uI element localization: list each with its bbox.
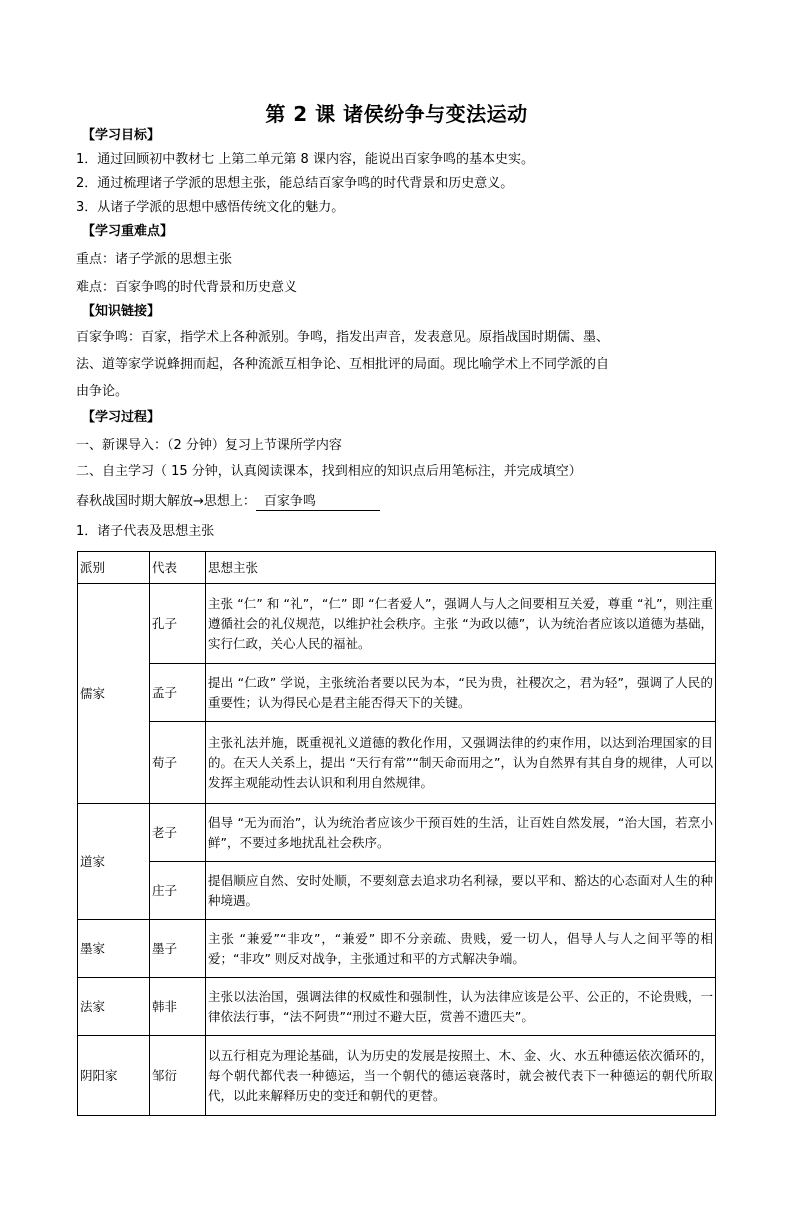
table-row xyxy=(78,804,716,862)
school-cell: 法家 xyxy=(78,978,150,1036)
fill-prefix: 春秋战国时期大解放→思想上： xyxy=(76,494,256,509)
difficult-point: 难点：百家争鸣的时代背景和历史意义 xyxy=(76,280,298,295)
idea-cell: 以五行相克为理论基础，认为历史的发展是按照土、木、金、火、水五种德运依次循环的，每个朝代都代表一种德运，当一个朝代的德运衰落时，就会被代表下一种德运的朝代所取代，以此来解释历史的变迁和朝代的更替。 xyxy=(206,1036,716,1116)
goal-item: 2．通过梳理诸子学派的思想主张，能总结百家争鸣的时代背景和历史意义。 xyxy=(76,176,514,191)
link-line: 由争论。 xyxy=(76,384,129,399)
header-school: 派别 xyxy=(78,552,150,584)
step-self-study: 二、自主学习（ 15 分钟，认真阅读课本，找到相应的知识点后用笔标注，并完成填空） xyxy=(76,464,582,479)
table-row xyxy=(78,978,716,1036)
idea-cell: 倡导 “无为而治”，认为统治者应该少干预百姓的生活，让百姓自然发展，“治大国，若烹小鲜”，不要过多地扰乱社会秩序。 xyxy=(206,804,716,862)
step-intro: 一、新课导入：（2 分钟）复习上节课所学内容 xyxy=(76,438,342,453)
school-cell: 阴阳家 xyxy=(78,1036,150,1116)
idea-cell: 主张 “兼爱”“非攻”，“兼爱” 即不分亲疏、贵贱，爱一切人，倡导人与人之间平等的相爱；“非攻” 则反对战争，主张通过和平的方式解决争端。 xyxy=(206,920,716,978)
table-caption: 1．诸子代表及思想主张 xyxy=(76,524,215,539)
person-cell: 孟子 xyxy=(150,664,206,722)
header-person: 代表 xyxy=(150,552,206,584)
idea-cell: 提出 “仁政” 学说，主张统治者要以民为本，“民为贵，社稷次之，君为轻”，强调了人民的重要性；认为得民心是君主能否得天下的关键。 xyxy=(206,664,716,722)
goal-item: 3．从诸子学派的思想中感悟传统文化的魅力。 xyxy=(76,200,345,215)
goals-header: 【学习目标】 xyxy=(82,128,161,143)
idea-cell: 主张以法治国，强调法律的权威性和强制性，认为法律应该是公平、公正的，不论贵贱，一律依法行事，“法不阿贵”“刑过不避大臣，赏善不遗匹夫”。 xyxy=(206,978,716,1036)
table-row xyxy=(78,664,716,722)
table-row xyxy=(78,862,716,920)
fill-answer: 百家争鸣 xyxy=(256,494,380,511)
link-line: 法、道等家学说蜂拥而起，各种流派互相争论、互相批评的局面。现比喻学术上不同学派的自 xyxy=(76,357,610,372)
schools-table xyxy=(77,551,716,1116)
link-line: 百家争鸣：百家，指学术上各种派别。争鸣，指发出声音，发表意见。原指战国时期儒、墨、 xyxy=(76,330,610,345)
process-header: 【学习过程】 xyxy=(82,410,161,425)
table-row xyxy=(78,584,716,664)
person-cell: 墨子 xyxy=(150,920,206,978)
table-row xyxy=(78,920,716,978)
table-header-row xyxy=(78,552,716,584)
person-cell: 庄子 xyxy=(150,862,206,920)
school-cell: 道家 xyxy=(78,804,150,920)
key-point: 重点：诸子学派的思想主张 xyxy=(76,252,233,267)
key-header: 【学习重难点】 xyxy=(82,224,174,239)
table-row xyxy=(78,722,716,804)
school-cell: 儒家 xyxy=(78,584,150,804)
person-cell: 韩非 xyxy=(150,978,206,1036)
person-cell: 荀子 xyxy=(150,722,206,804)
person-cell: 老子 xyxy=(150,804,206,862)
table-row xyxy=(78,1036,716,1116)
idea-cell: 主张 “仁” 和 “礼”，“仁” 即 “仁者爱人”，强调人与人之间要相互关爱，尊重 “礼”，则注重遵循社会的礼仪规范，以维护社会秩序。主张 “为政以德”，认为统治者应该以道德为基础，实行仁政，关心人民的福祉。 xyxy=(206,584,716,664)
goal-item: 1．通过回顾初中教材七 上第二单元第 8 课内容，能说出百家争鸣的基本史实。 xyxy=(76,152,534,167)
idea-cell: 提倡顺应自然、安时处顺，不要刻意去追求功名利禄，要以平和、豁达的心态面对人生的种种境遇。 xyxy=(206,862,716,920)
school-cell: 墨家 xyxy=(78,920,150,978)
person-cell: 邹衍 xyxy=(150,1036,206,1116)
person-cell: 孔子 xyxy=(150,584,206,664)
link-header: 【知识链接】 xyxy=(82,304,161,319)
page-title: 第 2 课 诸侯纷争与变法运动 xyxy=(265,102,528,126)
header-idea: 思想主张 xyxy=(206,552,716,584)
idea-cell: 主张礼法并施，既重视礼义道德的教化作用，又强调法律的约束作用，以达到治理国家的目的。在天人关系上，提出 “天行有常”“制天命而用之”，认为自然界有其自身的规律，人可以发挥主观能动性去认识和利用自然规律。 xyxy=(206,722,716,804)
fill-blank-line xyxy=(76,492,380,512)
